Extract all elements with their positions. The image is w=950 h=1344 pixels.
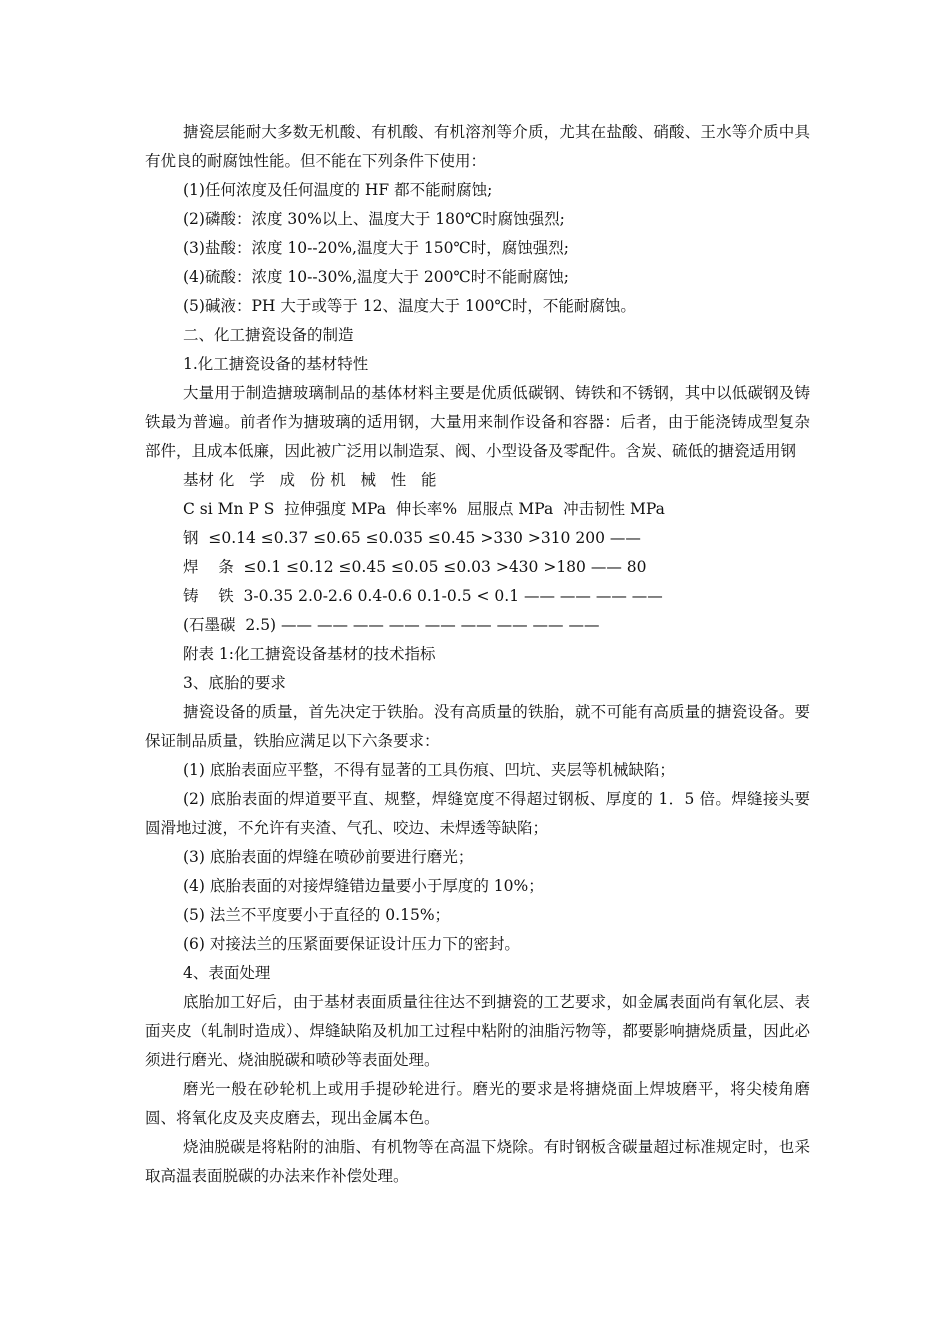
- table-row-electrode: 焊 条 ≤0.1 ≤0.12 ≤0.45 ≤0.05 ≤0.03 >430 >180 —— 80: [183, 558, 647, 576]
- paragraph-enamel-resistance: 搪瓷层能耐大多数无机酸、有机酸、有机溶剂等介质，尤其在盐酸、硝酸、王水等介质中具有优良的耐腐蚀性能。但不能在下列条件下使用：: [145, 123, 810, 170]
- table-row-cast-iron: 铸 铁 3-0.35 2.0-2.6 0.4-0.6 0.1-0.5 < 0.1 —— —— —— ——: [183, 587, 663, 605]
- subheading-substrate-requirements: 3、底胎的要求: [183, 674, 286, 692]
- list-item-alkali: (5)碱液：PH 大于或等于 12、温度大于 100℃时，不能耐腐蚀。: [183, 297, 636, 315]
- table-caption: 附表 1:化工搪瓷设备基材的技术指标: [183, 645, 436, 663]
- requirement-item-4: (4) 底胎表面的对接焊缝错边量要小于厚度的 10%；: [183, 877, 544, 895]
- table-column-row: C si Mn P S 拉伸强度 MPa 伸长率% 屈服点 MPa 冲击韧性 MPa: [183, 500, 665, 518]
- table-row-steel: 钢 ≤0.14 ≤0.37 ≤0.65 ≤0.035 ≤0.45 >330 >310 200 ——: [183, 529, 641, 547]
- list-item-sulfuric-acid: (4)硫酸：浓度 10--30%,温度大于 200℃时不能耐腐蚀;: [183, 268, 570, 286]
- table-header-row: 基材 化 学 成 份 机 械 性 能: [183, 471, 437, 489]
- requirement-item-2: (2) 底胎表面的焊道要平直、规整，焊缝宽度不得超过钢板、厚度的 1．5 倍。焊缝接头要圆滑地过渡，不允许有夹渣、气孔、咬边、未焊透等缺陷；: [145, 790, 810, 837]
- paragraph-base-material: 大量用于制造搪玻璃制品的基体材料主要是优质低碳钢、铸铁和不锈钢，其中以低碳钢及铸铁最为普遍。前者作为搪玻璃的适用钢，大量用来制作设备和容器：后者，由于能浇铸成型复杂部件，且成本低廉，因此被广泛用以制造泵、阀、小型设备及零配件。含炭、硫低的搪瓷适用钢: [145, 384, 810, 460]
- requirement-item-5: (5) 法兰不平度要小于直径的 0.15%；: [183, 906, 451, 924]
- requirement-item-1: (1) 底胎表面应平整，不得有显著的工具伤痕、凹坑、夹层等机械缺陷；: [183, 761, 675, 779]
- requirement-item-3: (3) 底胎表面的焊缝在喷砂前要进行磨光；: [183, 848, 474, 866]
- subheading-surface-treatment: 4、表面处理: [183, 964, 271, 982]
- paragraph-decarburization: 烧油脱碳是将粘附的油脂、有机物等在高温下烧除。有时钢板含碳量超过标准规定时，也采取高温表面脱碳的办法来作补偿处理。: [145, 1138, 810, 1185]
- document-body: [145, 118, 810, 1191]
- paragraph-grinding: 磨光一般在砂轮机上或用手提砂轮进行。磨光的要求是将搪烧面上焊坡磨平，将尖棱角磨圆、将氧化皮及夹皮磨去，现出金属本色。: [145, 1080, 810, 1127]
- table-row-graphite: (石墨碳 2.5) —— —— —— —— —— —— —— —— ——: [183, 616, 600, 634]
- list-item-hydrochloric-acid: (3)盐酸：浓度 10--20%,温度大于 150℃时，腐蚀强烈;: [183, 239, 570, 257]
- list-item-phosphoric-acid: (2)磷酸：浓度 30%以上、温度大于 180℃时腐蚀强烈;: [183, 210, 565, 228]
- subheading-base-material: 1.化工搪瓷设备的基材特性: [183, 355, 369, 373]
- section-heading-manufacture: 二、化工搪瓷设备的制造: [183, 326, 354, 344]
- requirement-item-6: (6) 对接法兰的压紧面要保证设计压力下的密封。: [183, 935, 520, 953]
- list-item-hf: (1)任何浓度及任何温度的 HF 都不能耐腐蚀;: [183, 181, 493, 199]
- paragraph-substrate-quality: 搪瓷设备的质量，首先决定于铁胎。没有高质量的铁胎，就不可能有高质量的搪瓷设备。要保证制品质量，铁胎应满足以下六条要求：: [145, 703, 810, 750]
- paragraph-surface-treatment: 底胎加工好后，由于基材表面质量往往达不到搪瓷的工艺要求，如金属表面尚有氧化层、表面夹皮（轧制时造成）、焊缝缺陷及机加工过程中粘附的油脂污物等，都要影响搪烧质量，因此必须进行磨光、烧油脱碳和喷砂等表面处理。: [145, 993, 810, 1069]
